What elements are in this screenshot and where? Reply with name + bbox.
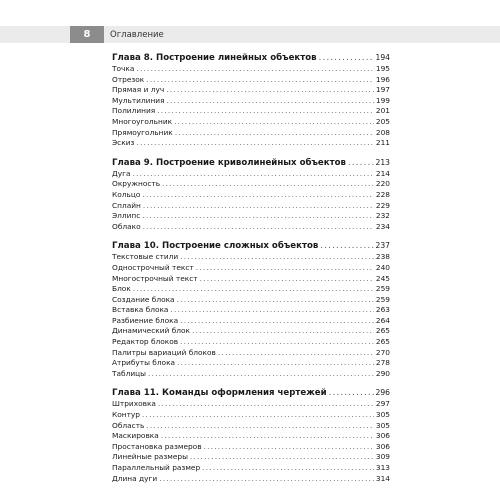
entry-page: 265 bbox=[375, 326, 390, 336]
toc-entry bbox=[112, 452, 390, 463]
entry-page: 309 bbox=[375, 452, 390, 462]
entry-page: 232 bbox=[375, 211, 390, 221]
toc-entry bbox=[112, 474, 390, 485]
toc-entry bbox=[112, 295, 390, 306]
dot-leader bbox=[142, 211, 374, 222]
entry-page: 306 bbox=[375, 441, 390, 451]
entry-page: 195 bbox=[375, 64, 390, 73]
chapter-page: 194 bbox=[375, 53, 390, 62]
entry-title: Сплайн bbox=[112, 200, 141, 210]
entry-page: 228 bbox=[375, 189, 390, 199]
entry-page: 238 bbox=[375, 252, 390, 262]
dot-leader bbox=[196, 263, 374, 274]
dot-leader bbox=[148, 369, 374, 380]
toc-entry bbox=[112, 358, 390, 369]
chapter-title: Глава 8. Построение линейных объектов bbox=[112, 53, 317, 63]
toc-entry bbox=[112, 337, 390, 348]
entry-page: 305 bbox=[375, 420, 390, 430]
entry-page: 259 bbox=[375, 284, 390, 294]
dot-leader bbox=[175, 128, 374, 139]
dot-leader bbox=[143, 201, 374, 212]
entry-page: 314 bbox=[375, 473, 390, 483]
dot-leader bbox=[158, 399, 374, 410]
toc-chapter bbox=[112, 387, 390, 484]
entry-title: Многоугольник bbox=[112, 116, 173, 126]
dot-leader bbox=[320, 241, 373, 251]
toc-entry bbox=[112, 463, 390, 474]
entry-title: Мультилиния bbox=[112, 95, 165, 105]
entry-title: Простановка размеров bbox=[112, 441, 202, 451]
entry-title: Длина дуги bbox=[112, 473, 158, 483]
toc-entry bbox=[112, 316, 390, 327]
toc-entry bbox=[112, 190, 390, 201]
entry-title: Однострочный текст bbox=[112, 262, 194, 272]
entry-page: 197 bbox=[375, 85, 390, 95]
dot-leader bbox=[136, 64, 373, 75]
dot-leader bbox=[329, 388, 374, 398]
entry-page: 240 bbox=[375, 262, 390, 272]
entry-page: 290 bbox=[375, 368, 390, 378]
toc-entry bbox=[112, 263, 390, 274]
toc-entry bbox=[112, 369, 390, 380]
toc-entry bbox=[112, 421, 390, 432]
entry-title: Блок bbox=[112, 284, 131, 294]
entry-title: Параллельный размер bbox=[112, 463, 201, 472]
toc-entry bbox=[112, 305, 390, 316]
entry-title: Полилиния bbox=[112, 106, 156, 116]
dot-leader bbox=[142, 410, 374, 421]
entry-title: Динамический блок bbox=[112, 326, 190, 336]
dot-leader bbox=[143, 222, 374, 233]
entry-title: Штриховка bbox=[112, 399, 156, 409]
chapter-page: 237 bbox=[375, 241, 390, 251]
entry-title: Облако bbox=[112, 221, 141, 231]
entry-title: Вставка блока bbox=[112, 305, 169, 315]
entry-page: 199 bbox=[375, 95, 390, 105]
chapter-title: Глава 10. Построение сложных объектов bbox=[112, 241, 319, 252]
dot-leader bbox=[348, 158, 374, 168]
dot-leader bbox=[146, 75, 374, 86]
toc-entry bbox=[112, 201, 390, 212]
dot-leader bbox=[218, 348, 374, 359]
toc-entry bbox=[112, 211, 390, 222]
entry-title: Линейные размеры bbox=[112, 452, 188, 462]
chapter-page: 296 bbox=[375, 388, 390, 398]
entry-title: Точка bbox=[112, 64, 135, 73]
entry-title: Текстовые стили bbox=[112, 252, 179, 262]
chapter-heading bbox=[112, 52, 390, 63]
dot-leader bbox=[190, 452, 374, 463]
entry-page: 229 bbox=[375, 200, 390, 210]
entry-title: Прямоугольник bbox=[112, 127, 173, 137]
toc-entry bbox=[112, 399, 390, 410]
dot-leader bbox=[170, 305, 373, 316]
toc-entry bbox=[112, 274, 390, 285]
entry-page: 259 bbox=[375, 294, 390, 304]
entry-page: 264 bbox=[375, 315, 390, 325]
dot-leader bbox=[161, 431, 374, 442]
entry-title: Эскиз bbox=[112, 138, 135, 148]
entry-page: 313 bbox=[375, 463, 390, 472]
dot-leader bbox=[319, 53, 374, 63]
entry-title: Атрибуты блока bbox=[112, 358, 176, 368]
entry-page: 306 bbox=[375, 431, 390, 441]
entry-page: 305 bbox=[375, 410, 390, 420]
dot-leader bbox=[167, 96, 374, 107]
entry-title: Создание блока bbox=[112, 294, 175, 304]
entry-title: Кольцо bbox=[112, 189, 141, 199]
dot-leader bbox=[177, 358, 374, 369]
dot-leader bbox=[202, 463, 374, 474]
dot-leader bbox=[200, 274, 374, 285]
toc-entry bbox=[112, 117, 390, 128]
entry-title: Маскировка bbox=[112, 431, 159, 441]
entry-title: Многострочный текст bbox=[112, 273, 198, 283]
toc-entry bbox=[112, 96, 390, 107]
toc-entry bbox=[112, 106, 390, 117]
dot-leader bbox=[192, 326, 374, 337]
dot-leader bbox=[180, 337, 374, 348]
toc-chapter bbox=[112, 157, 390, 233]
entry-title: Отрезок bbox=[112, 74, 145, 84]
entry-page: 201 bbox=[375, 106, 390, 116]
entry-page: 245 bbox=[375, 273, 390, 283]
entry-page: 214 bbox=[375, 168, 390, 178]
entry-page: 234 bbox=[375, 221, 390, 231]
toc-entry bbox=[112, 75, 390, 86]
dot-leader bbox=[177, 295, 374, 306]
page-number: 8 bbox=[70, 26, 104, 43]
entry-title: Таблицы bbox=[112, 368, 146, 378]
entry-page: 297 bbox=[375, 399, 390, 409]
entry-page: 211 bbox=[375, 138, 390, 148]
dot-leader bbox=[162, 179, 374, 190]
toc-entry bbox=[112, 252, 390, 263]
toc-entry bbox=[112, 348, 390, 359]
entry-page: 278 bbox=[375, 358, 390, 368]
dot-leader bbox=[146, 421, 374, 432]
toc-entry bbox=[112, 128, 390, 139]
entry-title: Окружность bbox=[112, 179, 161, 189]
toc-chapter bbox=[112, 240, 390, 379]
dot-leader bbox=[174, 117, 374, 128]
running-header bbox=[0, 26, 500, 43]
toc-entry bbox=[112, 431, 390, 442]
entry-title: Редактор блоков bbox=[112, 337, 179, 347]
entry-title: Прямая и луч bbox=[112, 85, 165, 95]
dot-leader bbox=[133, 169, 374, 180]
entry-page: 263 bbox=[375, 305, 390, 315]
toc-entry bbox=[112, 85, 390, 96]
toc-chapter bbox=[112, 52, 390, 149]
dot-leader bbox=[204, 442, 374, 453]
toc-entry bbox=[112, 222, 390, 233]
toc-entry bbox=[112, 442, 390, 453]
toc-entry bbox=[112, 169, 390, 180]
dot-leader bbox=[157, 106, 374, 117]
chapter-heading bbox=[112, 387, 390, 398]
chapter-heading bbox=[112, 157, 390, 168]
chapter-title: Глава 9. Построение криволинейных объектов bbox=[112, 157, 346, 168]
entry-page: 270 bbox=[375, 347, 390, 357]
entry-page: 196 bbox=[375, 74, 390, 84]
chapter-title: Глава 11. Команды оформления чертежей bbox=[112, 388, 327, 399]
entry-title: Дуга bbox=[112, 168, 131, 178]
dot-leader bbox=[142, 190, 373, 201]
dot-leader bbox=[159, 474, 374, 485]
dot-leader bbox=[166, 85, 374, 96]
toc-entry bbox=[112, 138, 390, 149]
table-of-contents bbox=[112, 52, 390, 492]
toc-entry bbox=[112, 326, 390, 337]
toc-entry bbox=[112, 179, 390, 190]
toc-entry bbox=[112, 284, 390, 295]
chapter-page: 213 bbox=[375, 157, 390, 167]
entry-title: Разбиение блока bbox=[112, 315, 179, 325]
entry-page: 205 bbox=[375, 116, 390, 126]
chapter-heading bbox=[112, 240, 390, 251]
entry-page: 208 bbox=[375, 127, 390, 137]
entry-title: Область bbox=[112, 420, 145, 430]
entry-page: 220 bbox=[375, 179, 390, 189]
running-head-title: Оглавление bbox=[110, 29, 164, 40]
toc-entry bbox=[112, 64, 390, 75]
dot-leader bbox=[133, 284, 374, 295]
entry-page: 265 bbox=[375, 337, 390, 347]
dot-leader bbox=[180, 316, 374, 327]
dot-leader bbox=[180, 252, 374, 263]
entry-title: Эллипс bbox=[112, 211, 141, 221]
entry-title: Контур bbox=[112, 410, 140, 420]
dot-leader bbox=[136, 138, 373, 149]
toc-entry bbox=[112, 410, 390, 421]
entry-title: Палитры вариаций блоков bbox=[112, 347, 216, 357]
